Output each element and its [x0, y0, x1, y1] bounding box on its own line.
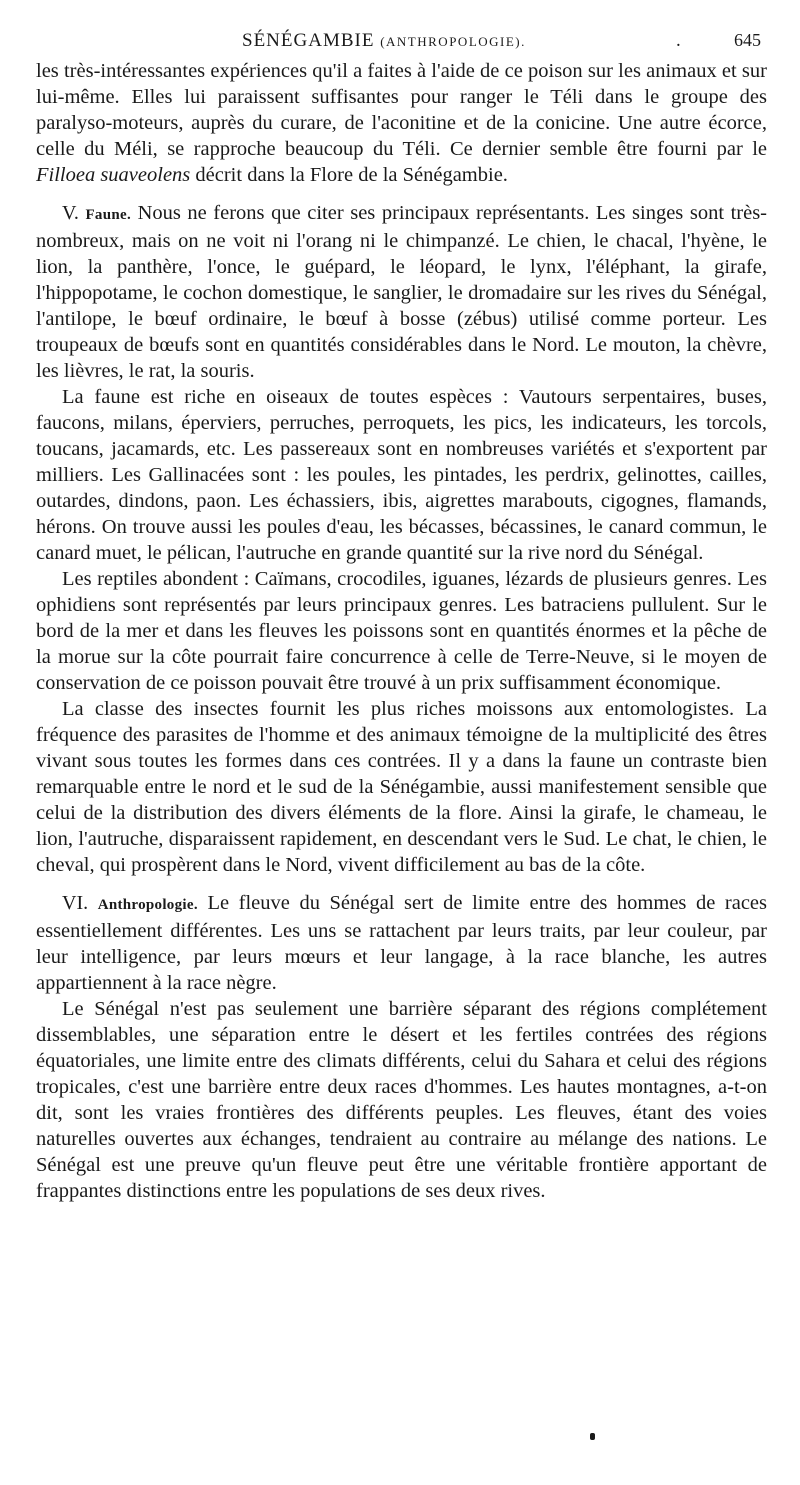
paragraph-text: Nous ne ferons que citer ses principaux représentants. Les singes sont très-nombreux, mais on ne voit ni l'orang ni le chimpanzé. Le chien, le chacal, l'hyène, le lion, la panthère, l'once, le guépard, le léopard, le lynx, l'éléphant, la girafe, l'hippopotame, le cochon domestique, le sanglier, le dromadaire sur les rives du Sénégal, l'antilope, le bœuf ordinaire, le bœuf à bosse (zébus) utilisé comme porteur. Les troupeaux de bœufs sont en quantités considérables dans le Nord. Le mouton, la chèvre, les lièvres, le rat, la souris.: [36, 202, 767, 382]
species-name: Filloea suaveolens: [36, 164, 191, 186]
header-title-sub: (ANTHROPOLOGIE).: [380, 34, 526, 49]
section-anthropologie: [36, 890, 767, 996]
document-page: [36, 30, 767, 1204]
section-faune: [36, 200, 767, 384]
paragraph-text: Les reptiles abondent : Caïmans, crocodiles, iguanes, lézards de plusieurs genres. Les ophidiens sont représentés par leurs principaux genres. Les batraciens pullulent. Sur le bord de la mer et dans les fleuves les poissons sont en quantités énormes et la pêche de la morue sur la côte pourrait faire concurrence à celle de Terre-Neuve, si le moyen de conservation de ce poisson pouvait être trouvé à un prix suffisamment économique.: [36, 568, 767, 694]
paragraph-text: Le Sénégal n'est pas seulement une barrière séparant des régions complétement dissemblables, une séparation entre le désert et les fertiles contrées des régions équatoriales, une limite entre des climats différents, celui du Sahara et celui des régions tropicales, c'est une barrière entre deux races d'hommes. Les hautes montagnes, a-t-on dit, sont les vraies frontières des différents peuples. Les fleuves, étant des voies naturelles ouvertes aux échanges, tendraient au contraire au mélange des nations. Le Sénégal est une preuve qu'un fleuve peut être une véritable frontière apportant de frappantes distinctions entre les populations de ses deux rives.: [36, 998, 767, 1202]
paragraph-reptiles: [36, 566, 767, 696]
paragraph-text: La classe des insectes fournit les plus riches moissons aux entomologistes. La fréquence des parasites de l'homme et des animaux témoigne de la multiplicité des êtres vivant sous toutes les formes dans ces contrées. Il y a dans la faune un contraste bien remarquable entre le nord et le sud de la Sénégambie, aussi manifestement sensible que celui de la distribution des divers éléments de la flore. Ainsi la girafe, le chameau, le lion, l'autruche, disparaissent rapidement, en descendant vers le Sud. Le chat, le chien, le cheval, qui prospèrent dans le Nord, vivent difficilement au bas de la côte.: [36, 698, 767, 876]
running-header: [36, 30, 767, 58]
paragraph-insectes: [36, 696, 767, 878]
ink-speck: [590, 1433, 595, 1440]
paragraph-senegal: [36, 996, 767, 1204]
section-number: V.: [62, 202, 79, 224]
header-separator: .: [676, 30, 682, 51]
header-title-main: SÉNÉGAMBIE: [242, 30, 375, 51]
paragraph-text: La faune est riche en oiseaux de toutes espèces : Vautours serpentaires, buses, faucons, milans, éperviers, perruches, perroquets, les pics, les indicateurs, les torcols, toucans, jacamards, etc. Les passereaux sont en nombreuses variétés et s'exportent par milliers. Les Gallinacées sont : les poules, les pintades, les perdrix, gelinottes, cailles, outardes, dindons, paon. Les échassiers, ibis, aigrettes marabouts, cigognes, flamands, hérons. On trouve aussi les poules d'eau, les bécasses, bécassines, le canard commun, le canard muet, le pélican, l'autruche en grande quantité sur la rive nord du Sénégal.: [36, 386, 767, 564]
paragraph-text: les très-intéressantes expériences qu'il a faites à l'aide de ce poison sur les animaux et sur lui-même. Elles lui paraissent suffisantes pour ranger le Téli dans le groupe des paralyso-moteurs, auprès du curare, de l'aconitine et de la conicine. Une autre écorce, celle du Méli, se rapproche beaucoup du Téli. Ce dernier semble être fourni par le: [36, 60, 767, 160]
paragraph-text: décrit dans la Flore de la Sénégambie.: [190, 164, 508, 186]
paragraph-text: Le fleuve du Sénégal sert de limite entre des hommes de races essentiellement différentes. Les uns se rattachent par leurs traits, par leur couleur, par leur intelligence, par leurs mœurs et leur langage, à la race blanche, les autres appartiennent à la race nègre.: [36, 892, 767, 994]
header-title: [242, 30, 526, 52]
page-number: 645: [734, 30, 761, 50]
section-title: Anthropologie.: [97, 897, 198, 913]
paragraph-oiseaux: [36, 384, 767, 566]
section-number: VI.: [62, 892, 89, 914]
paragraph-continuation: [36, 58, 767, 188]
section-title: Faune.: [85, 207, 131, 223]
